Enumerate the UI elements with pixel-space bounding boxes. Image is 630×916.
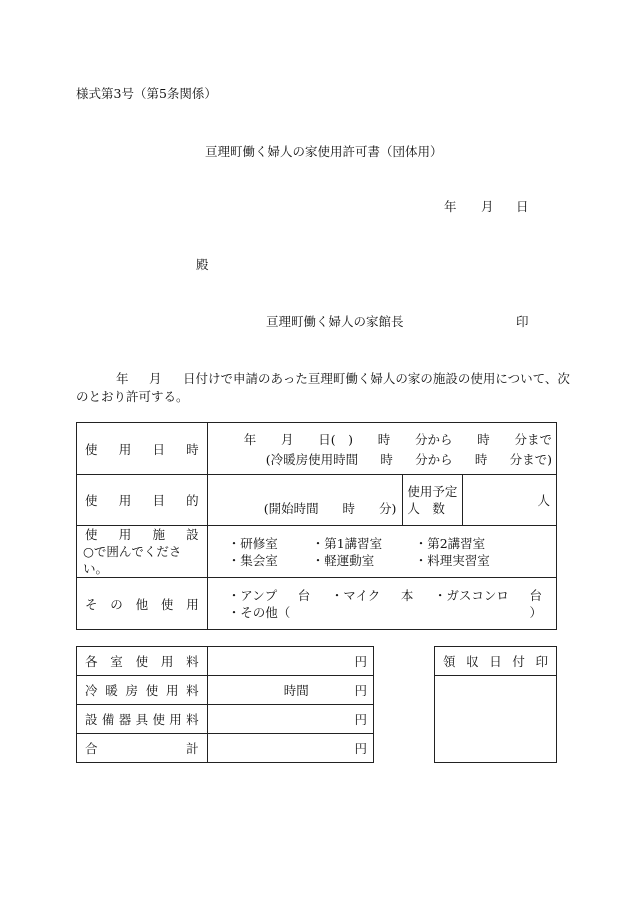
cell-usage-purpose <box>207 475 403 526</box>
cell-other-usage <box>207 578 556 630</box>
other-amp-unit: 台 <box>297 587 311 603</box>
other-mic: ・マイク <box>330 587 381 603</box>
other-amp: ・アンプ <box>227 587 278 603</box>
start-time: (開始時間 時 分) <box>263 501 397 516</box>
datetime-line2: (冷暖房使用時間 時 分から 時 分まで) <box>265 451 552 467</box>
fee-table <box>76 646 374 763</box>
row-usage-datetime <box>77 423 557 475</box>
receipt-table <box>434 646 557 763</box>
fee-row-equipment: 設 備 器 具 使 用 料 円 <box>77 705 374 734</box>
row-usage-purpose <box>77 475 557 526</box>
attendees-unit: 人 <box>537 493 550 508</box>
datetime-line1: 年 月 日( ) 時 分から 時 分まで <box>243 431 552 447</box>
fee-row-aircon: 冷 暖 房 使 用 料 時間 円 <box>77 676 374 705</box>
issuer-name: 亘理町働く婦人の家館長 <box>266 314 404 329</box>
cell-attendees <box>463 475 557 526</box>
date-year: 年 <box>444 199 457 214</box>
label-usage-datetime <box>77 423 208 475</box>
label-usage-datetime-text: 使 用 日 時 <box>85 441 199 457</box>
label-facilities: 使 用 施 設 ○で囲んでください。 <box>77 526 208 578</box>
addressee-suffix: 殿 <box>196 257 209 272</box>
facility-ryori[interactable]: ・料理実習室 <box>414 552 490 568</box>
label-other-usage: そ の 他 使 用 <box>77 578 208 630</box>
fee-equipment-value: 円 <box>207 705 373 734</box>
permit-table <box>76 422 557 630</box>
issuer-seal: 印 <box>516 314 529 329</box>
row-other-usage <box>77 578 557 630</box>
facility-kosyu2[interactable]: ・第2講習室 <box>414 535 486 551</box>
other-usage-line1 <box>228 587 542 604</box>
fee-row-total: 合 計 円 <box>77 734 374 763</box>
facilities-row1 <box>228 535 550 552</box>
facility-kenshu[interactable]: ・研修室 <box>227 535 278 551</box>
label-usage-purpose: 使 用 目 的 <box>77 475 208 526</box>
fee-total-value: 円 <box>207 734 373 763</box>
facility-kosyu1[interactable]: ・第1講習室 <box>311 535 383 551</box>
facilities-row2 <box>228 552 550 569</box>
label-facilities-note: ○で囲んでください。 <box>83 544 182 576</box>
form-number: 様式第3号（第5条関係） <box>76 86 217 101</box>
cell-usage-datetime <box>207 423 556 475</box>
body-text-line2: のとおり許可する。 <box>76 389 189 404</box>
other-gas-unit: 台 <box>529 587 542 603</box>
body-year: 年 <box>116 371 129 386</box>
body-text-line1: 日付けで申請のあった亘理町働く婦人の家の施設の使用について、次 <box>183 371 570 386</box>
other-mic-unit: 本 <box>400 587 414 603</box>
facility-shukai[interactable]: ・集会室 <box>227 552 278 568</box>
receipt-label: 領 収 日 付 印 <box>435 647 557 676</box>
fee-row-room: 各 室 使 用 料 円 <box>77 647 374 676</box>
facility-keiundo[interactable]: ・軽運動室 <box>311 552 375 568</box>
date-month: 月 <box>481 199 494 214</box>
body-month: 月 <box>149 371 162 386</box>
receipt-stamp-area <box>435 676 557 763</box>
other-usage-line2: ・その他（ ） <box>227 604 542 620</box>
cell-facilities <box>207 526 556 578</box>
document-title: 亘理町働く婦人の家使用許可書（団体用） <box>205 144 443 159</box>
row-facilities <box>77 526 557 578</box>
other-gas: ・ガスコンロ <box>433 587 509 603</box>
fee-room-value: 円 <box>207 647 373 676</box>
fee-aircon-value: 時間 円 <box>207 676 373 705</box>
label-attendees: 使用予定 人 数 <box>403 475 463 526</box>
date-day: 日 <box>516 199 529 214</box>
